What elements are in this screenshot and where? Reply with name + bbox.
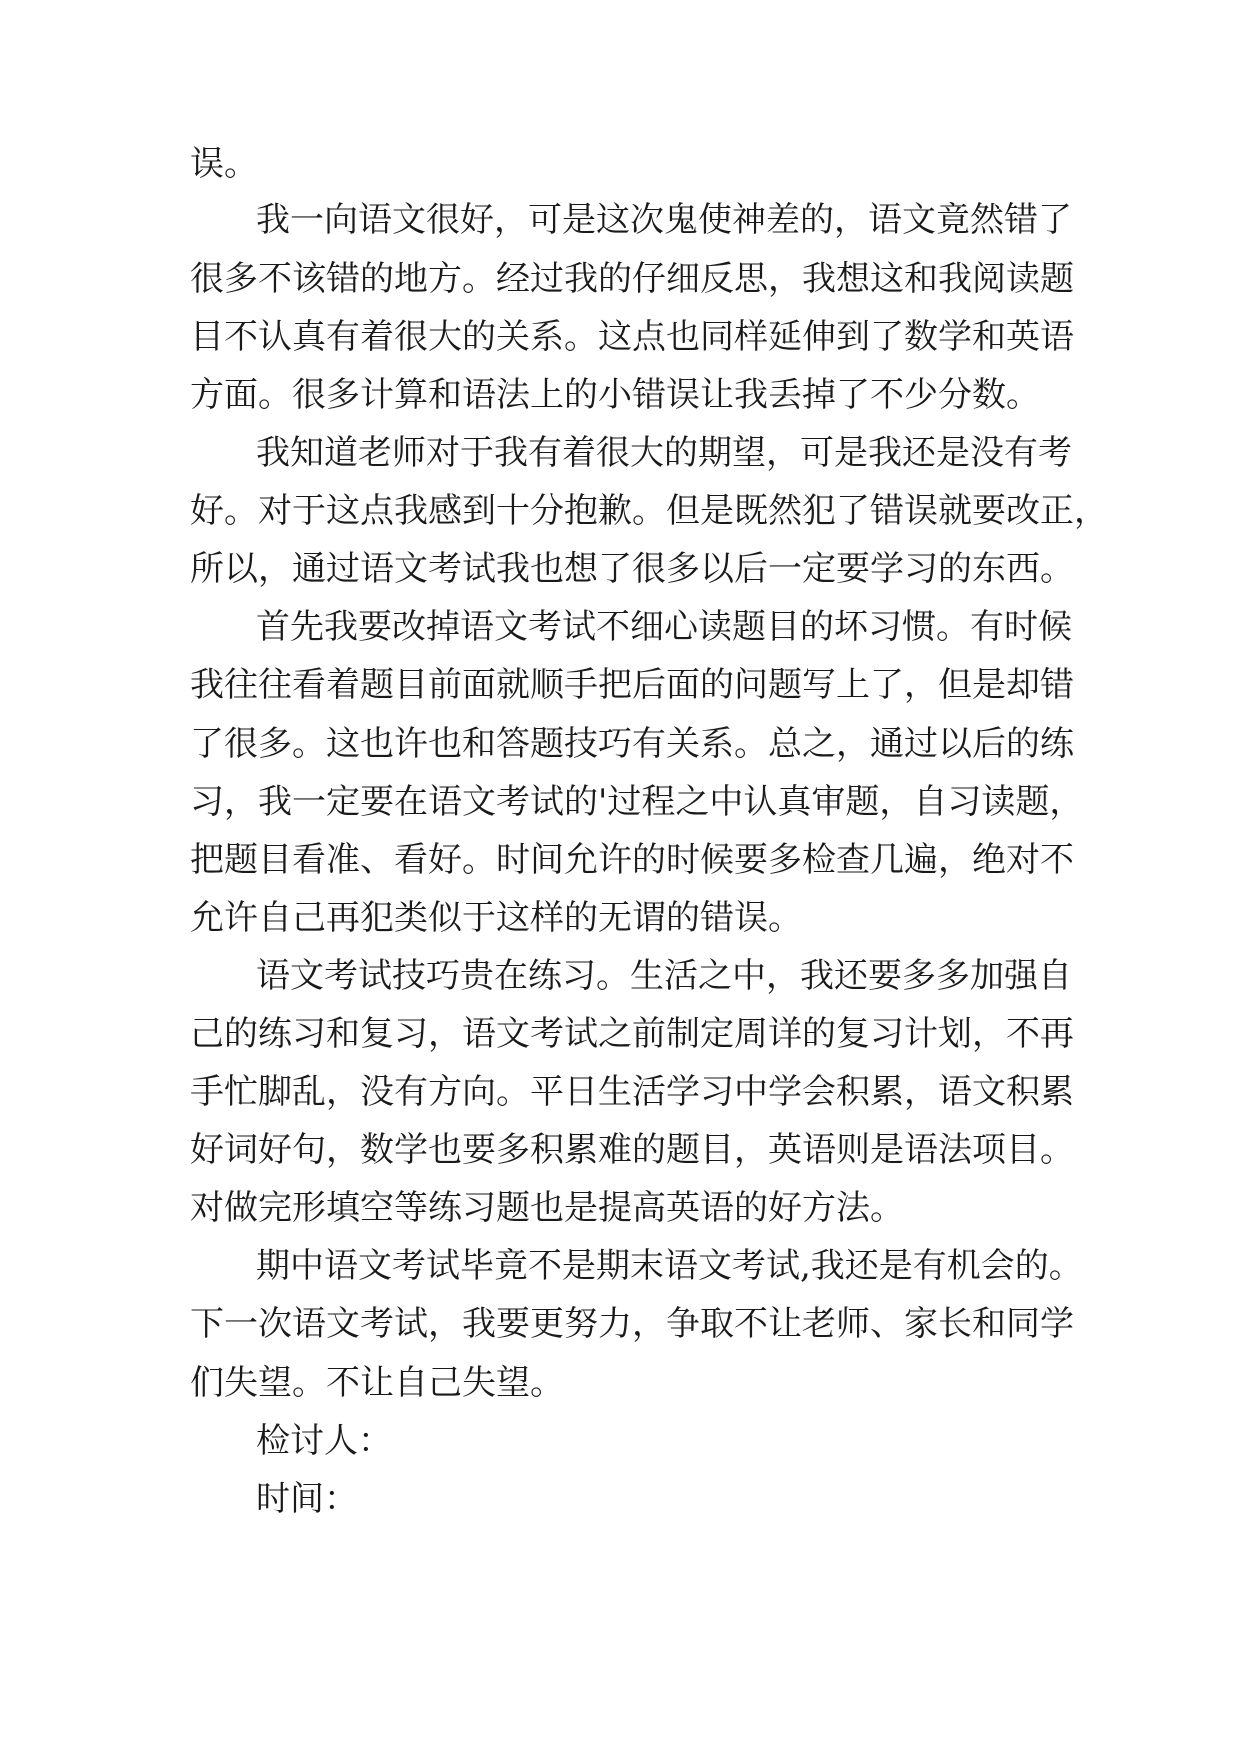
text-line: 允许自己再犯类似于这样的无谓的错误。 [190, 898, 802, 938]
text-line: 目不认真有着很大的关系。这点也同样延伸到了数学和英语 [190, 317, 1074, 357]
text-line: 好词好句，数学也要多积累难的题目，英语则是语法项目。 [190, 1130, 1074, 1170]
date-label: 时间： [256, 1479, 358, 1519]
text-line: 语文考试技巧贵在练习。生活之中，我还要多多加强自 [256, 956, 1072, 996]
text-line: 好。对于这点我感到十分抱歉。但是既然犯了错误就要改正， [190, 491, 1108, 531]
text-line: 己的练习和复习，语文考试之前制定周详的复习计划，不再 [190, 1014, 1074, 1054]
text-line: 误。 [190, 144, 258, 184]
text-line: 把题目看准、看好。时间允许的时候要多检查几遍，绝对不 [190, 840, 1074, 880]
text-line: 们失望。不让自己失望。 [190, 1363, 564, 1403]
text-line: 了很多。这也许也和答题技巧有关系。总之，通过以后的练 [190, 724, 1074, 764]
text-line: 方面。很多计算和语法上的小错误让我丢掉了不少分数。 [190, 375, 1040, 415]
text-line: 我往往看着题目前面就顺手把后面的问题写上了，但是却错 [190, 665, 1074, 705]
text-line: 对做完形填空等练习题也是提高英语的好方法。 [190, 1188, 904, 1228]
text-line: 下一次语文考试，我要更努力，争取不让老师、家长和同学 [190, 1304, 1074, 1344]
signature-label: 检讨人： [256, 1421, 392, 1461]
text-line: 所以，通过语文考试我也想了很多以后一定要学习的东西。 [190, 549, 1074, 589]
text-line: 手忙脚乱，没有方向。平日生活学习中学会积累，语文积累 [190, 1072, 1074, 1112]
text-line: 我一向语文很好，可是这次鬼使神差的，语文竟然错了 [256, 200, 1072, 240]
text-line: 习，我一定要在语文考试的'过程之中认真审题，自习读题， [190, 782, 1084, 822]
text-line: 很多不该错的地方。经过我的仔细反思，我想这和我阅读题 [190, 259, 1074, 299]
text-line: 首先我要改掉语文考试不细心读题目的坏习惯。有时候 [256, 607, 1072, 647]
text-line: 期中语文考试毕竟不是期末语文考试,我还是有机会的。 [256, 1246, 1083, 1286]
text-line: 我知道老师对于我有着很大的期望，可是我还是没有考 [256, 433, 1072, 473]
